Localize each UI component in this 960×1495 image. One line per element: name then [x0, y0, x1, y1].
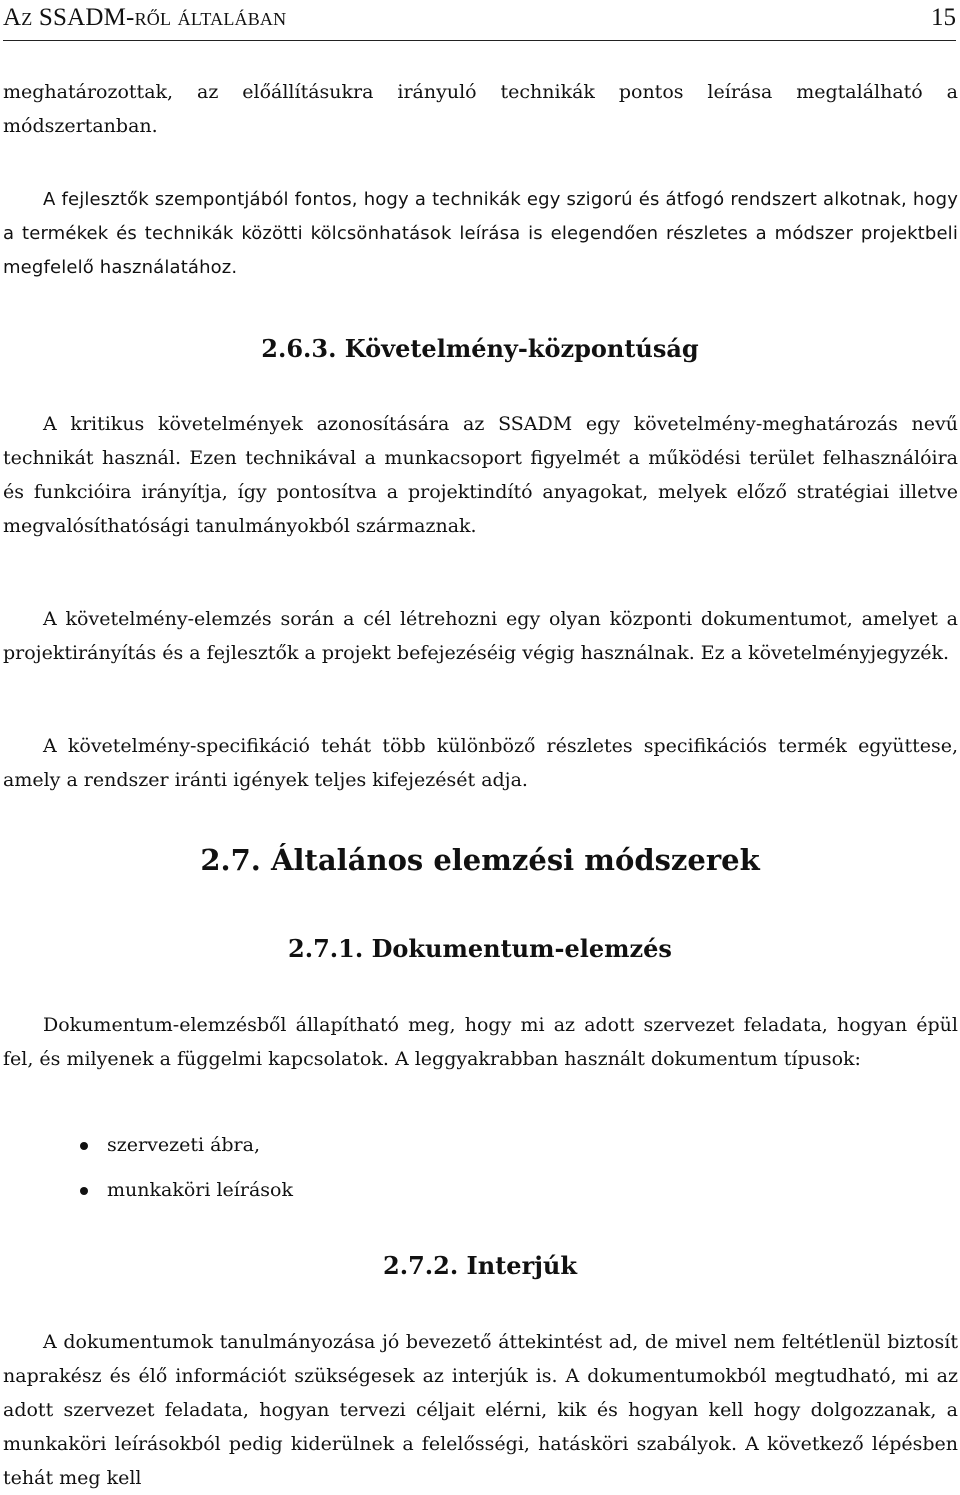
paragraph-requirements-analysis: A követelmény-elemzés során a cél létrehozni egy olyan központi dokumentumot, amelyet a projektirányítás és a fejlesztők a projekt befejezéséig végig használnak. Ez a követelményjegyzék. [3, 608, 958, 664]
list-item [80, 1168, 293, 1213]
section-heading-2-6-3: 2.6.3. Követelmény-központúság [261, 334, 699, 363]
list-item-text: szervezeti ábra, [107, 1134, 261, 1156]
paragraph-requirements: A kritikus követelmények azonosítására az SSADM egy követelmény-meghatározás nevű technikát használ. Ezen technikával a munkacsoport figyelmét a működési terület felhasználóira és funkcióira irányítja, így pontosítva a projektindító anyagokat, melyek előző stratégiai illetve megvalósíthatósági tanulmányokból származnak. [3, 413, 958, 537]
bullet-icon [80, 1187, 88, 1195]
paragraph-requirements-spec: A követelmény-specifikáció tehát több különböző részletes specifikációs termék együttese, amely a rendszer iránti igények teljes kifejezését adja. [3, 735, 958, 791]
running-header [3, 4, 956, 41]
paragraph-intro-continued: meghatározottak, az előállításukra irányuló technikák pontos leírása megtalálható a módszertanban. [3, 81, 958, 137]
list-item-text: munkaköri leírások [107, 1179, 293, 1201]
header-title: Az SSADM-ről általában [3, 4, 287, 31]
paragraph-interviews: A dokumentumok tanulmányozása jó bevezető áttekintést ad, de mivel nem feltétlenül biztosít naprakész és élő információt szükségesek az interjúk is. A dokumentumokból megtudható, mi az adott szervezet feladata, hogyan tervezi céljait elérni, kik és hogyan kell hogy dolgozzanak, a munkaköri leírásokból pedig kiderülnek a felelősségi, hatásköri szabályok. A következő lépésben tehát meg kell [3, 1331, 958, 1489]
paragraph-developers: A fejlesztők szempontjából fontos, hogy a technikák egy szigorú és átfogó rendszert alkotnak, hogy a termékek és technikák közötti kölcsönhatások leírása is elegendően részletes a módszer projektbeli megfelelő használatához. [3, 189, 958, 278]
section-heading-2-7: 2.7. Általános elemzési módszerek [200, 843, 760, 877]
paragraph-document-analysis: Dokumentum-elemzésből állapítható meg, hogy mi az adott szervezet feladata, hogyan épül fel, és milyenek a függelmi kapcsolatok. A leggyakrabban használt dokumentum típusok: [3, 1014, 958, 1070]
section-heading-2-7-1: 2.7.1. Dokumentum-elemzés [288, 934, 672, 963]
bullet-icon [80, 1142, 88, 1150]
page-number: 15 [931, 4, 956, 31]
list-item [80, 1123, 293, 1168]
document-type-list [80, 1123, 293, 1213]
section-heading-2-7-2: 2.7.2. Interjúk [383, 1251, 577, 1280]
